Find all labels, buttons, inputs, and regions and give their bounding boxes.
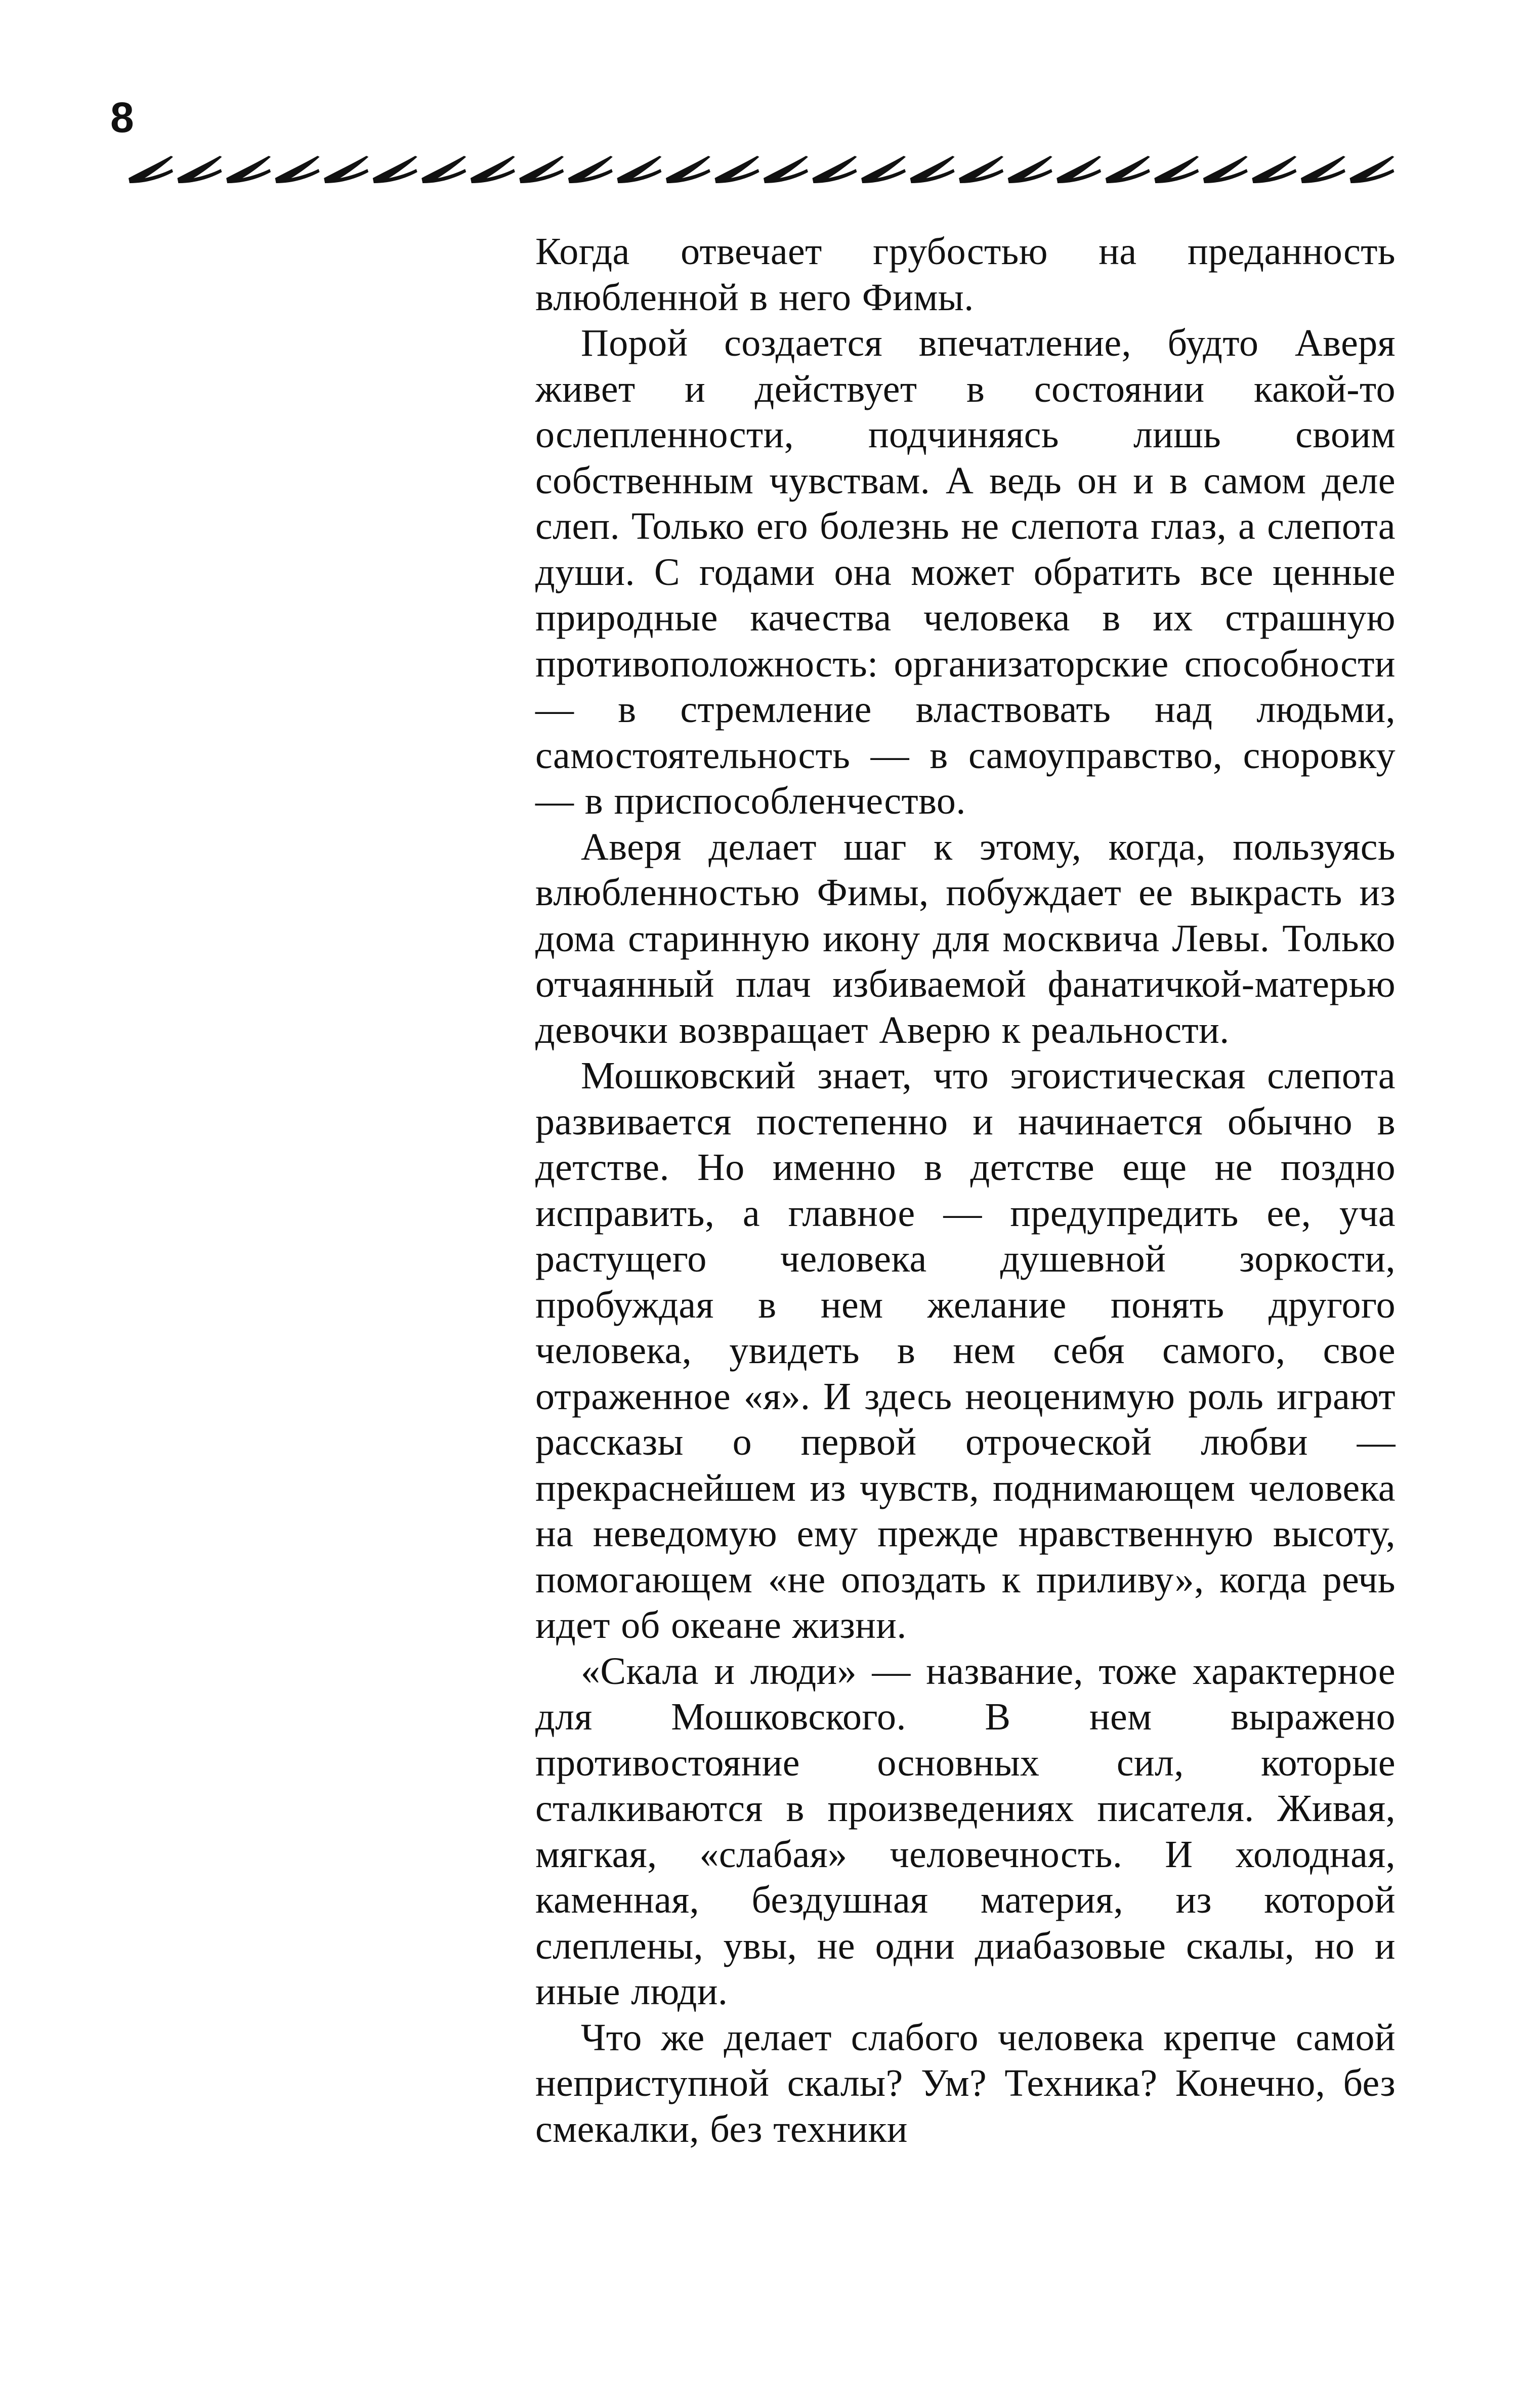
- ornament-motif: [813, 156, 857, 183]
- decorative-ornament-rule: [126, 151, 1397, 186]
- ornament-motif: [910, 156, 955, 183]
- ornament-motif: [715, 156, 759, 183]
- ornament-motif: [226, 156, 271, 183]
- page-number: 8: [110, 94, 134, 141]
- paragraph-3: Аверя делает шаг к этому, когда, пользуясь влюбленностью Фимы, побуждает ее выкрасть из дома старинную икону для москвича Левы. Только отчаянный плач избиваемой фанатичкой-матерью девочки возвращает Аверю к реальности.: [535, 825, 1396, 1051]
- ornament-motif: [1154, 156, 1199, 183]
- ornament-motif: [275, 156, 320, 183]
- ornament-motif: [421, 156, 466, 183]
- ornament-motif: [1203, 156, 1248, 183]
- ornament-motif: [764, 156, 808, 183]
- ornament-motif: [666, 156, 710, 183]
- body-text-column: [535, 229, 1396, 2152]
- ornament-motif: [178, 156, 222, 183]
- ornament-motif: [471, 156, 515, 183]
- ornament-motif: [959, 156, 1003, 183]
- ornament-motif: [1106, 156, 1150, 183]
- ornament-motif: [129, 156, 173, 183]
- ornament-motif: [519, 156, 564, 183]
- ornament-motif: [1301, 156, 1345, 183]
- paragraph-1: Когда отвечает грубостью на преданность влюбленной в него Фимы.: [535, 230, 1396, 319]
- paragraph-5: «Скала и люди» — название, тоже характерное для Мошковского. В нем выражено противостояние основных сил, которые сталкиваются в произведениях писателя. Живая, мягкая, «слабая» человечность. И холодная, каменная, бездушная материя, из которой слеплены, увы, не одни диабазовые скалы, но и иные люди.: [535, 1650, 1396, 2013]
- ornament-motif: [568, 156, 613, 183]
- ornament-motif: [1350, 156, 1394, 183]
- paragraph-4: Мошковский знает, что эгоистическая слепота развивается постепенно и начинается обычно в детстве. Но именно в детстве еще не поздно исправить, а главное — предупредить ее, уча растущего человека душевной зоркости, пробуждая в нем желание понять другого человека, увидеть в нем себя самого, свое отраженное «я». И здесь неоценимую роль играют рассказы о первой отроческой любви — прекраснейшем из чувств, поднимающем человека на неведомую ему прежде нравственную высоту, помогающем «не опоздать к приливу», когда речь идет об океане жизни.: [535, 1054, 1396, 1646]
- paragraph-2: Порой создается впечатление, будто Аверя живет и действует в состоянии какой-то ослепленности, подчиняясь лишь своим собственным чувствам. А ведь он и в самом деле слеп. Только его болезнь не слепота глаз, а слепота души. С годами она может обратить все ценные природные качества человека в их страшную противоположность: организаторские способности — в стремление властвовать над людьми, самостоятельность — в самоуправство, сноровку — в приспособленчество.: [535, 322, 1396, 822]
- paragraph-6: Что же делает слабого человека крепче самой неприступной скалы? Ум? Техника? Конечно, без смекалки, без техники: [535, 2016, 1396, 2150]
- ornament-motif: [1008, 156, 1052, 183]
- ornament-motif: [373, 156, 417, 183]
- ornament-motif: [324, 156, 368, 183]
- ornament-motif: [861, 156, 906, 183]
- ornament-motif: [1252, 156, 1296, 183]
- ornament-motif: [617, 156, 661, 183]
- ornament-motif: [1056, 156, 1101, 183]
